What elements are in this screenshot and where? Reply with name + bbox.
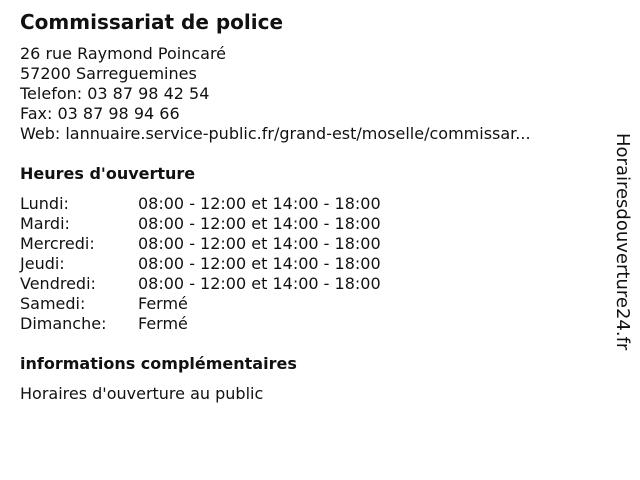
hours-row-tuesday [20, 214, 381, 234]
hours-heading: Heures d'ouverture [20, 164, 196, 183]
hours-row-saturday [20, 294, 381, 314]
day-label: Mercredi: [20, 234, 95, 253]
street-line: 26 rue Raymond Poincaré [20, 44, 227, 63]
hours-row-wednesday [20, 234, 381, 254]
info-heading: informations complémentaires [20, 354, 297, 373]
web-line: Web: lannuaire.service-public.fr/grand-est/moselle/commissar... [20, 124, 531, 143]
day-label: Jeudi: [20, 254, 65, 273]
time-value: 08:00 - 12:00 et 14:00 - 18:00 [138, 194, 381, 213]
time-value: 08:00 - 12:00 et 14:00 - 18:00 [138, 234, 381, 253]
address-block [20, 44, 531, 144]
hours-row-friday [20, 274, 381, 294]
time-value: 08:00 - 12:00 et 14:00 - 18:00 [138, 274, 381, 293]
hours-row-thursday [20, 254, 381, 274]
day-label: Vendredi: [20, 274, 96, 293]
day-label: Dimanche: [20, 314, 107, 333]
day-label: Lundi: [20, 194, 69, 213]
page-title: Commissariat de police [20, 10, 284, 34]
time-value: Fermé [138, 294, 188, 313]
phone-line: Telefon: 03 87 98 42 54 [20, 84, 210, 103]
day-label: Mardi: [20, 214, 70, 233]
info-text: Horaires d'ouverture au public [20, 384, 264, 403]
day-label: Samedi: [20, 294, 86, 313]
fax-line: Fax: 03 87 98 94 66 [20, 104, 180, 123]
time-value: Fermé [138, 314, 188, 333]
time-value: 08:00 - 12:00 et 14:00 - 18:00 [138, 254, 381, 273]
hours-row-monday [20, 194, 381, 214]
hours-row-sunday [20, 314, 381, 334]
time-value: 08:00 - 12:00 et 14:00 - 18:00 [138, 214, 381, 233]
hours-table [20, 194, 381, 334]
site-watermark: Horairesdouverture24.fr [612, 133, 633, 351]
city-line: 57200 Sarreguemines [20, 64, 197, 83]
